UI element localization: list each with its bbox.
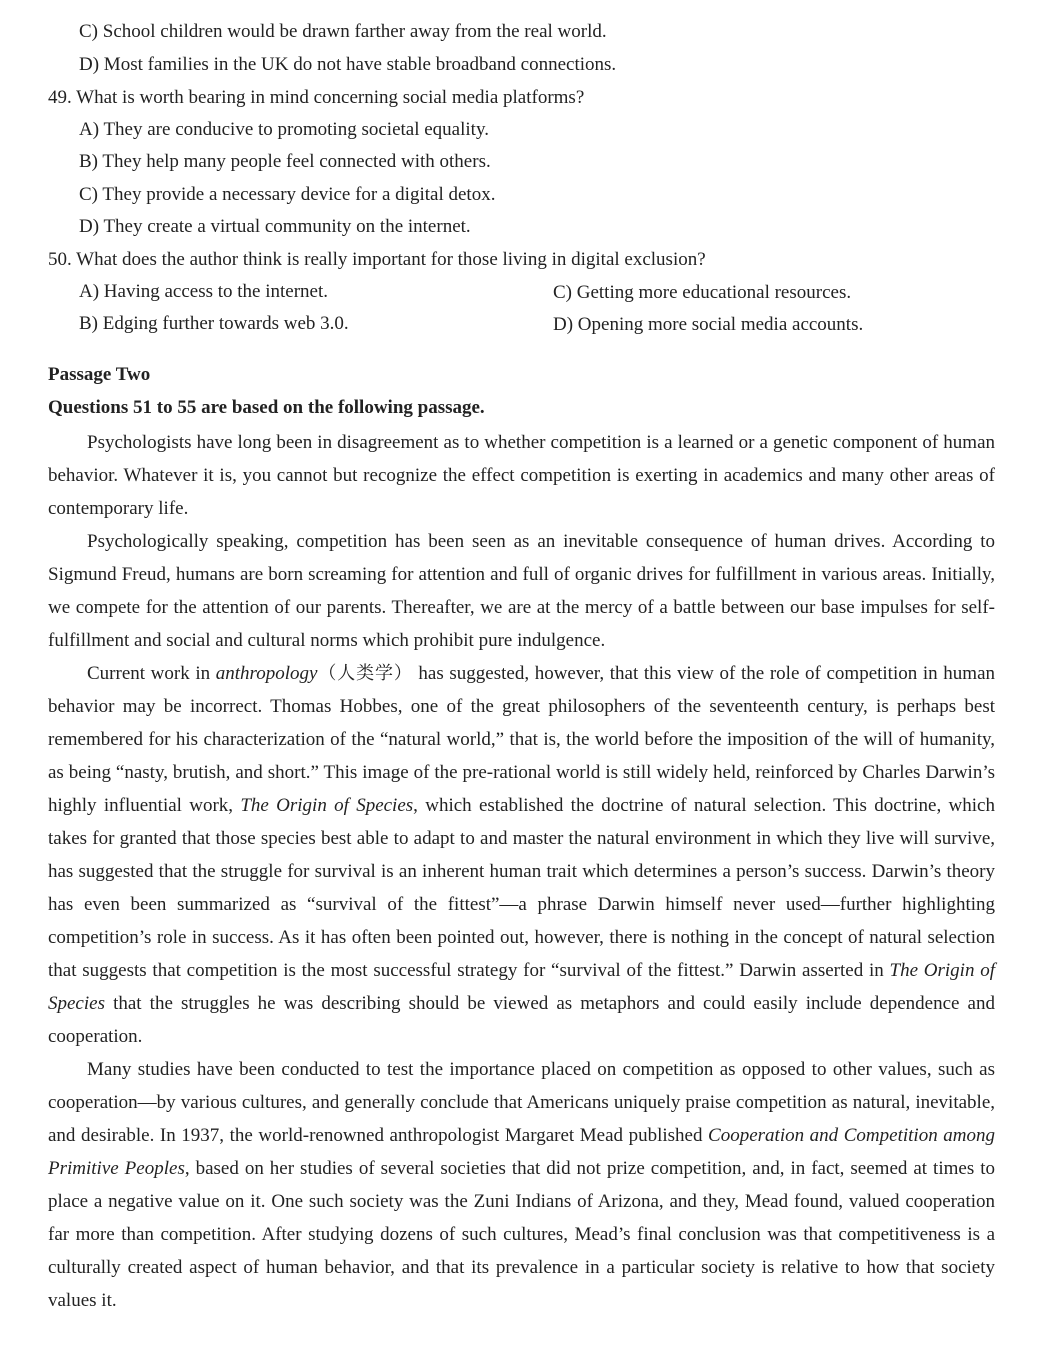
paragraph-3-text: has suggested, however, that this view of the role of competition in human behavior may be incorrect. Thomas Hobbes, one of the great philosophers of the seventeenth century, is perhaps best remembered for his characterization of the “natural world,” that is, the world before the imposition of the will of humanity, as being “nasty, brutish, and short.” This image of the pre-rational world is still widely held, reinforced by Charles Darwin’s highly influential work, [48,663,996,816]
q49-option-a: A) They are conducive to promoting societal equality. [79,119,489,140]
passage-body [48,426,995,1317]
q50-option-c: C) Getting more educational resources. [553,282,852,303]
book-title: Cooperation and Competition among Primitive Peoples [48,1125,995,1179]
paragraph-3 [48,657,995,1053]
q50-option-a: A) Having access to the internet. [79,281,329,302]
q48-option-d: D) Most families in the UK do not have stable broadband connections. [79,54,617,75]
paragraph-4-text: Many studies have been conducted to test the importance placed on competition as opposed to other values, such as cooperation—by various cultures, and generally conclude that Americans uniquely praise competition as natural, inevitable, and desirable. In 1937, the world-renowned anthropologist Margaret Mead published [48,1059,995,1146]
q50-option-b: B) Edging further towards web 3.0. [79,313,349,334]
paragraph-4 [48,1053,995,1317]
chinese-gloss: （人类学） [317,663,413,684]
paragraph-3-text: Current work in [87,663,216,684]
book-title: The Origin of Species [48,960,996,1014]
paragraph-1: Psychologists have long been in disagreement as to whether competition is a learned or a genetic component of human behavior. Whatever it is, you cannot but recognize the effect competition is exerting in academics and many other areas of contemporary life. [48,432,995,519]
passage-instruction: Questions 51 to 55 are based on the following passage. [48,397,485,418]
passage-heading: Passage Two [48,364,151,385]
q49-option-c: C) They provide a necessary device for a digital detox. [79,184,496,205]
term-anthropology: anthropology [215,663,318,684]
q49-question: 49. What is worth bearing in mind concerning social media platforms? [48,87,585,108]
paragraph-3-text: , which established the doctrine of natural selection. This doctrine, which takes for granted that those species best able to adapt to and master the natural environment in which they live will survive, has suggested that the struggle for survival is an inherent human trait which determines a person’s success. Darwin’s theory has even been summarized as “survival of the fittest”—a phrase Darwin himself never used—further highlighting competition’s role in success. As it has often been pointed out, however, there is nothing in the concept of natural selection that suggests that competition is the most successful strategy for “survival of the fittest.” Darwin asserted in [48,795,995,981]
paragraph-3-text: that the struggles he was describing should be viewed as metaphors and could easily include dependence and cooperation. [48,993,995,1047]
q49-option-d: D) They create a virtual community on the internet. [79,216,471,237]
q50-question: 50. What does the author think is really important for those living in digital exclusion? [48,249,706,270]
paragraph-4-text: , based on her studies of several societies that did not prize competition, and, in fact, seemed at times to place a negative value on it. One such society was the Zuni Indians of Arizona, and they, Mead found, valued cooperation far more than competition. After studying dozens of such cultures, Mead’s final conclusion was that competitiveness is a culturally created aspect of human behavior, and that its prevalence in a particular society is relative to how that society values it. [48,1158,995,1311]
q48-option-c: C) School children would be drawn farther away from the real world. [79,21,607,42]
paragraph-2: Psychologically speaking, competition has been seen as an inevitable consequence of human drives. According to Sigmund Freud, humans are born screaming for attention and full of organic drives for fulfillment in various areas. Initially, we compete for the attention of our parents. Thereafter, we are at the mercy of a battle between our base impulses for self-fulfillment and social and cultural norms which prohibit pure indulgence. [48,531,995,651]
q50-option-d: D) Opening more social media accounts. [553,314,864,335]
q49-option-b: B) They help many people feel connected with others. [79,151,491,172]
book-title: The Origin of Species [240,795,414,816]
